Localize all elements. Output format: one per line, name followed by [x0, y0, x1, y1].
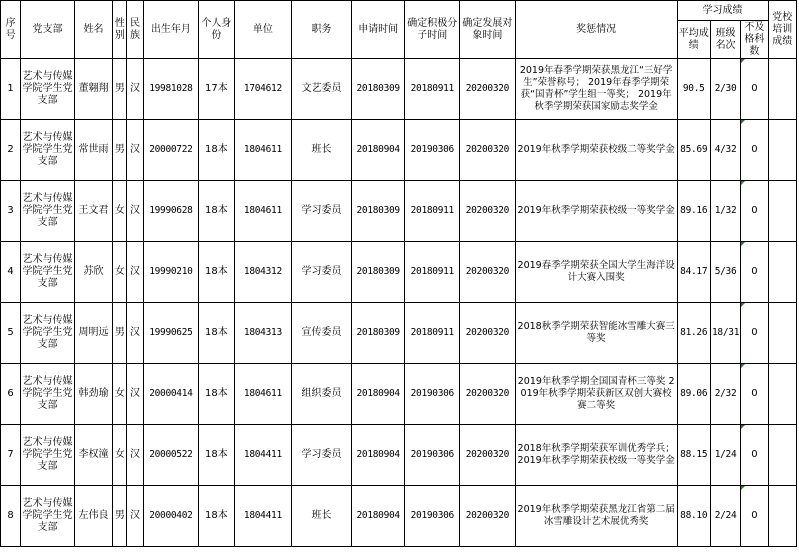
- header-gender: 性别: [113, 1, 127, 59]
- header-seq: 序号: [1, 1, 21, 59]
- cell-identity: 18本: [199, 303, 234, 364]
- cell-branch: 艺术与传媒学院学生党支部: [21, 425, 75, 486]
- cell-birth: 20000402: [143, 486, 199, 547]
- cell-rank: 1/24: [710, 425, 740, 486]
- cell-avg: 85.69: [677, 120, 710, 181]
- cell-awards: 2018年秋季学期荣获军训优秀学兵； 2019年秋季学期荣获校级一等奖学金: [515, 425, 677, 486]
- header-identity: 个人身份: [199, 1, 234, 59]
- cell-failed: 0: [741, 59, 768, 120]
- header-activist-time: 确定积极分子时间: [405, 1, 460, 59]
- cell-party-school: [768, 59, 796, 120]
- table-row: [1, 59, 797, 120]
- cell-name: 韩劲瑜: [74, 364, 112, 425]
- cell-seq: 2: [1, 120, 21, 181]
- cell-ethnicity: 汉: [127, 486, 143, 547]
- cell-name: 左伟良: [74, 486, 112, 547]
- cell-failed: 0: [741, 486, 768, 547]
- cell-activist-time: 20190306: [405, 364, 460, 425]
- cell-identity: 18本: [199, 181, 234, 242]
- cell-activist-time: 20190306: [405, 486, 460, 547]
- header-study: 学习成绩: [677, 1, 768, 21]
- table-row: [1, 181, 797, 242]
- cell-seq: 3: [1, 181, 21, 242]
- header-party-school: 党校培训成绩: [768, 1, 796, 59]
- header-develop-time: 确定发展对象时间: [460, 1, 516, 59]
- cell-identity: 18本: [199, 486, 234, 547]
- cell-birth: 20000522: [143, 425, 199, 486]
- cell-avg: 89.06: [677, 364, 710, 425]
- cell-identity: 18本: [199, 425, 234, 486]
- header-position: 职务: [292, 1, 352, 59]
- cell-avg: 90.5: [677, 59, 710, 120]
- cell-identity: 18本: [199, 364, 234, 425]
- cell-birth: 20000722: [143, 120, 199, 181]
- cell-ethnicity: 汉: [127, 181, 143, 242]
- table-row: [1, 303, 797, 364]
- cell-ethnicity: 汉: [127, 59, 143, 120]
- cell-ethnicity: 汉: [127, 303, 143, 364]
- cell-failed: 0: [741, 120, 768, 181]
- table-row: [1, 486, 797, 547]
- cell-failed: 0: [741, 364, 768, 425]
- cell-rank: 5/36: [710, 242, 740, 303]
- table-row: [1, 242, 797, 303]
- cell-apply-time: 20180904: [351, 486, 405, 547]
- cell-rank: 2/24: [710, 486, 740, 547]
- cell-avg: 84.17: [677, 242, 710, 303]
- cell-branch: 艺术与传媒学院学生党支部: [21, 303, 75, 364]
- cell-develop-time: 20200320: [460, 59, 516, 120]
- cell-develop-time: 20200320: [460, 242, 516, 303]
- cell-gender: 男: [113, 486, 127, 547]
- cell-position: 班长: [292, 486, 352, 547]
- cell-identity: 17本: [199, 59, 234, 120]
- cell-unit: 1804611: [234, 181, 292, 242]
- cell-branch: 艺术与传媒学院学生党支部: [21, 181, 75, 242]
- cell-birth: 19990628: [143, 181, 199, 242]
- cell-party-school: [768, 303, 796, 364]
- cell-position: 组织委员: [292, 364, 352, 425]
- header-row-top: [1, 1, 797, 21]
- cell-awards: 2019年秋季学期全国国青杯三等奖 2019年秋季学期荣获新区双创大赛校赛二等奖: [515, 364, 677, 425]
- cell-unit: 1804313: [234, 303, 292, 364]
- cell-awards: 2019年秋季学期荣获黑龙江省第二届冰雪雕设计艺术展优秀奖: [515, 486, 677, 547]
- cell-activist-time: 20180911: [405, 242, 460, 303]
- cell-identity: 18本: [199, 242, 234, 303]
- cell-ethnicity: 汉: [127, 242, 143, 303]
- cell-unit: 1704612: [234, 59, 292, 120]
- cell-ethnicity: 汉: [127, 120, 143, 181]
- cell-party-school: [768, 486, 796, 547]
- cell-ethnicity: 汉: [127, 425, 143, 486]
- cell-seq: 5: [1, 303, 21, 364]
- cell-rank: 4/32: [710, 120, 740, 181]
- cell-failed: 0: [741, 425, 768, 486]
- cell-apply-time: 20180309: [351, 242, 405, 303]
- cell-develop-time: 20200320: [460, 303, 516, 364]
- cell-develop-time: 20200320: [460, 364, 516, 425]
- cell-rank: 2/32: [710, 364, 740, 425]
- header-name: 姓名: [74, 1, 112, 59]
- cell-awards: 2019春季学期荣获全国大学生海洋设计大赛入围奖: [515, 242, 677, 303]
- cell-party-school: [768, 120, 796, 181]
- cell-seq: 7: [1, 425, 21, 486]
- cell-unit: 1804411: [234, 486, 292, 547]
- cell-develop-time: 20200320: [460, 120, 516, 181]
- header-avg: 平均成绩: [677, 21, 710, 59]
- cell-identity: 18本: [199, 120, 234, 181]
- cell-rank: 2/30: [710, 59, 740, 120]
- cell-apply-time: 20180309: [351, 59, 405, 120]
- header-birth: 出生年月: [143, 1, 199, 59]
- cell-ethnicity: 汉: [127, 364, 143, 425]
- cell-rank: 1/32: [710, 181, 740, 242]
- cell-develop-time: 20200320: [460, 425, 516, 486]
- cell-avg: 81.26: [677, 303, 710, 364]
- cell-apply-time: 20180904: [351, 120, 405, 181]
- cell-seq: 6: [1, 364, 21, 425]
- cell-birth: 20000414: [143, 364, 199, 425]
- cell-avg: 89.16: [677, 181, 710, 242]
- cell-gender: 男: [113, 59, 127, 120]
- table-row: [1, 364, 797, 425]
- cell-activist-time: 20190306: [405, 120, 460, 181]
- cell-position: 文艺委员: [292, 59, 352, 120]
- cell-activist-time: 20180911: [405, 181, 460, 242]
- header-unit: 单位: [234, 1, 292, 59]
- header-apply-time: 申请时间: [351, 1, 405, 59]
- cell-branch: 艺术与传媒学院学生党支部: [21, 486, 75, 547]
- table-row: [1, 120, 797, 181]
- header-awards: 奖惩情况: [515, 1, 677, 59]
- cell-unit: 1804312: [234, 242, 292, 303]
- cell-failed: 0: [741, 242, 768, 303]
- cell-awards: 2019年秋季学期荣获校级二等奖学金: [515, 120, 677, 181]
- cell-position: 班长: [292, 120, 352, 181]
- header-rank: 班级名次: [710, 21, 740, 59]
- cell-birth: 19990625: [143, 303, 199, 364]
- cell-position: 学习委员: [292, 425, 352, 486]
- cell-apply-time: 20180309: [351, 181, 405, 242]
- cell-name: 王文君: [74, 181, 112, 242]
- cell-unit: 1804611: [234, 120, 292, 181]
- cell-apply-time: 20180904: [351, 425, 405, 486]
- cell-rank: 18/31: [710, 303, 740, 364]
- cell-party-school: [768, 181, 796, 242]
- cell-activist-time: 20180911: [405, 59, 460, 120]
- header-ethnicity: 民族: [127, 1, 143, 59]
- cell-awards: 2018秋季学期荣获智能冰雪雕大赛三等奖: [515, 303, 677, 364]
- cell-name: 董翱翔: [74, 59, 112, 120]
- cell-name: 周明远: [74, 303, 112, 364]
- cell-position: 学习委员: [292, 242, 352, 303]
- table-row: [1, 425, 797, 486]
- cell-activist-time: 20180911: [405, 303, 460, 364]
- cell-position: 宣传委员: [292, 303, 352, 364]
- cell-name: 李权潼: [74, 425, 112, 486]
- cell-seq: 8: [1, 486, 21, 547]
- cell-party-school: [768, 425, 796, 486]
- cell-unit: 1804611: [234, 364, 292, 425]
- cell-avg: 88.10: [677, 486, 710, 547]
- cell-gender: 男: [113, 303, 127, 364]
- cell-develop-time: 20200320: [460, 486, 516, 547]
- cell-apply-time: 20180309: [351, 303, 405, 364]
- cell-party-school: [768, 242, 796, 303]
- cell-name: 苏欣: [74, 242, 112, 303]
- cell-seq: 1: [1, 59, 21, 120]
- cell-apply-time: 20180904: [351, 364, 405, 425]
- cell-failed: 0: [741, 303, 768, 364]
- cell-unit: 1804411: [234, 425, 292, 486]
- cell-branch: 艺术与传媒学院学生党支部: [21, 120, 75, 181]
- cell-develop-time: 20200320: [460, 181, 516, 242]
- cell-birth: 19990210: [143, 242, 199, 303]
- cell-avg: 88.15: [677, 425, 710, 486]
- cell-activist-time: 20190306: [405, 425, 460, 486]
- cell-name: 常世雨: [74, 120, 112, 181]
- cell-gender: 女: [113, 364, 127, 425]
- cell-awards: 2019年秋季学期荣获校级一等奖学金: [515, 181, 677, 242]
- cell-gender: 女: [113, 181, 127, 242]
- cell-birth: 19981028: [143, 59, 199, 120]
- cell-branch: 艺术与传媒学院学生党支部: [21, 59, 75, 120]
- cell-gender: 男: [113, 120, 127, 181]
- header-branch: 党支部: [21, 1, 75, 59]
- cell-failed: 0: [741, 181, 768, 242]
- cell-branch: 艺术与传媒学院学生党支部: [21, 364, 75, 425]
- cell-branch: 艺术与传媒学院学生党支部: [21, 242, 75, 303]
- header-failed: 不及格科数: [741, 21, 768, 59]
- cell-awards: 2019年春季学期荣获黑龙江“三好学生”荣誉称号； 2019年春季学期荣获“国青杯”学生组一等奖； 2019年秋季学期荣获国家励志奖学金: [515, 59, 677, 120]
- cell-gender: 女: [113, 425, 127, 486]
- cell-position: 学习委员: [292, 181, 352, 242]
- cell-gender: 女: [113, 242, 127, 303]
- cell-party-school: [768, 364, 796, 425]
- cell-seq: 4: [1, 242, 21, 303]
